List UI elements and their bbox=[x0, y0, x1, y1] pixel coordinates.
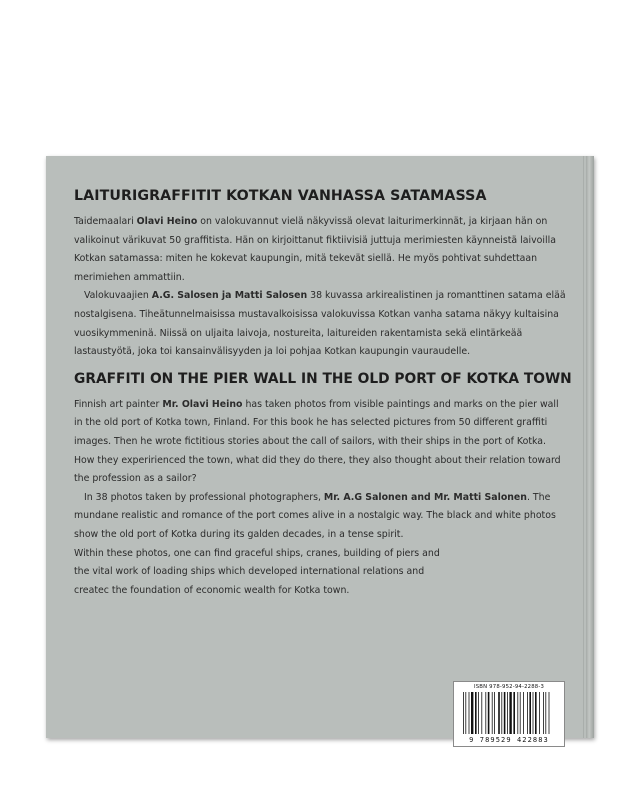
barcode-bar bbox=[485, 692, 486, 734]
author-name: Mr. Olavi Heino bbox=[162, 398, 243, 410]
barcode-bar bbox=[523, 692, 524, 734]
barcode-bar bbox=[488, 692, 490, 734]
barcode-bar bbox=[520, 692, 521, 734]
text-fragment: In 38 photos taken by professional photographers, bbox=[84, 491, 324, 503]
isbn-barcode bbox=[453, 681, 565, 747]
barcode-bar bbox=[509, 692, 511, 734]
text-fragment: on valokuvannut vielä näkyvissä olevat laiturimerkinnät, ja kirjaan hän on valikoinut värikuvat 50 graffitista. Hän on kirjoittanut fiktiivisiä juttuja merimiesten käynneistä laivoilla Kotkan satamassa: miten he kokevat kaupungin, mitä tekevät siellä. He myös pohtivat suhdettaan merimiehen ammattiin. bbox=[74, 216, 556, 283]
author-name: Olavi Heino bbox=[136, 216, 198, 227]
barcode-bar bbox=[475, 692, 477, 734]
text-line: the vital work of loading ships which developed international relations and bbox=[74, 566, 425, 578]
text-line: createc the foundation of economic wealth for Kotka town. bbox=[74, 584, 350, 596]
barcode-bar bbox=[481, 692, 482, 734]
text-fragment: . The mundane realistic and romance of the port comes alive in a nostalgic way. The black and white photos show the old port of Kotka during its galden decades, in a tense spirit. bbox=[74, 491, 556, 540]
barcode-bar bbox=[471, 692, 473, 734]
barcode-bar bbox=[478, 692, 479, 734]
barcode-bar bbox=[469, 692, 470, 734]
photographer-names: A.G. Salosen ja Matti Salosen bbox=[151, 290, 308, 302]
text-fragment: 38 kuvassa arkirealistinen ja romanttinen satama elää nostalgisena. Tiheätunnelmaisissa mustavalkoisissa valokuvissa Kotkan vanha satama näkyy kultaisina vuosikymmeninä. Niissä on uljaita laivoja, nostureita, laitureiden rakentamista sekä elintärkeää lastaustyötä, joka toi kansainvälisyyden ja loi pohjaa Kotkan kaupungin vauraudelle. bbox=[74, 290, 566, 358]
english-paragraph-2 bbox=[74, 489, 568, 545]
photographer-names: Mr. A.G Salonen and Mr. Matti Salonen bbox=[323, 491, 527, 503]
barcode-bar bbox=[465, 692, 466, 734]
cover-text bbox=[74, 188, 572, 600]
barcode-bar bbox=[463, 692, 464, 734]
isbn-label: ISBN 978-952-94-2288-3 bbox=[473, 684, 545, 690]
barcode-bar bbox=[504, 692, 506, 734]
barcode-bar bbox=[543, 692, 544, 734]
book-back-cover bbox=[46, 156, 594, 744]
text-fragment: Taidemaalari bbox=[74, 216, 137, 227]
barcode-bar bbox=[535, 692, 537, 734]
barcode-bar bbox=[494, 692, 495, 734]
finnish-paragraph-1 bbox=[74, 213, 568, 287]
barcode-bar bbox=[533, 692, 534, 734]
barcode-bar bbox=[545, 692, 546, 734]
text-fragment: Valokuvaajien bbox=[84, 290, 152, 302]
english-paragraph-3 bbox=[74, 545, 568, 601]
barcode-bar bbox=[517, 692, 518, 734]
text-fragment: Finnish art painter bbox=[74, 398, 163, 410]
barcode-bar bbox=[513, 692, 515, 734]
barcode-bar bbox=[527, 692, 528, 734]
barcode-bar bbox=[549, 692, 550, 734]
barcode-bar bbox=[529, 692, 531, 734]
book-spine bbox=[586, 156, 594, 738]
finnish-paragraph-2 bbox=[74, 287, 568, 361]
barcode-bar bbox=[498, 692, 500, 734]
barcode-digits: 9 789529 422883 bbox=[469, 736, 549, 744]
cover-hinge bbox=[583, 156, 584, 738]
barcode-bar bbox=[492, 692, 493, 734]
text-line: Within these photos, one can find graceful ships, cranes, building of piers and bbox=[74, 547, 440, 559]
barcode-bar bbox=[507, 692, 508, 734]
english-heading: GRAFFITI ON THE PIER WALL IN THE OLD PORT OF KOTKA TOWN bbox=[74, 370, 572, 387]
barcode-bar bbox=[539, 692, 540, 734]
barcode-bar bbox=[501, 692, 502, 734]
barcode-bars bbox=[461, 692, 557, 734]
finnish-heading: LAITURIGRAFFITIT KOTKAN VANHASSA SATAMASSA bbox=[74, 188, 487, 204]
text-fragment: has taken photos from visible paintings and marks on the pier wall in the old port of Kotka town, Finland. For this book he has selected pictures from 50 different graffiti images. Then he wrote fictitious stories about the call of sailors, with their ships in the port of Kotka. How they experirienced the town, what did they do there, they also thought about their relation toward the profession as a sailor? bbox=[74, 398, 561, 485]
english-paragraph-1 bbox=[74, 396, 568, 489]
